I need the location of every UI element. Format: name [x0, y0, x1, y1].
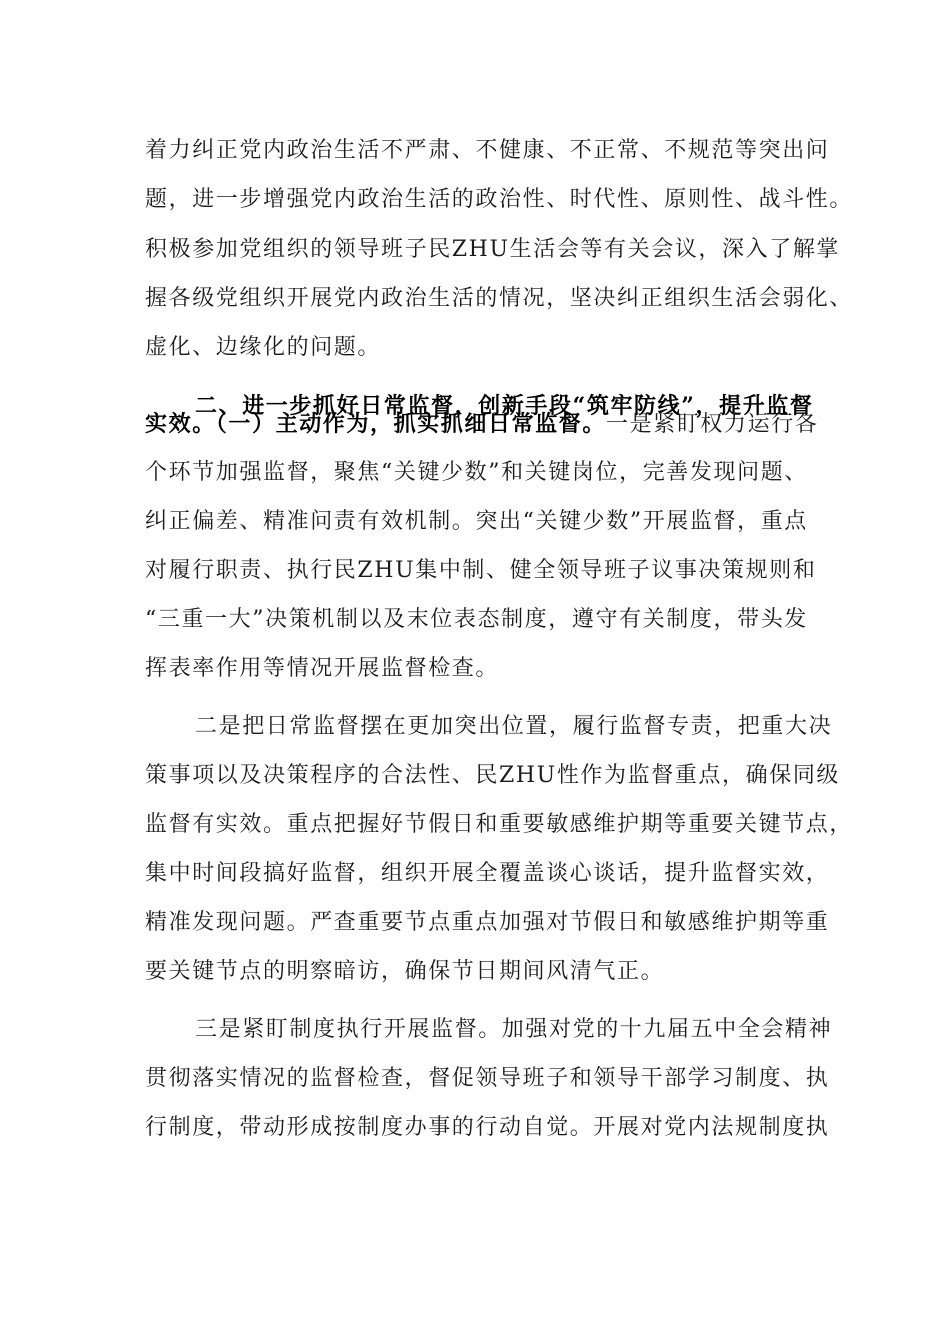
- text-segment: 行制度，带动形成按制度办事的行动自觉。开展对党内法规制度执: [145, 1115, 830, 1140]
- text-segment: 二是把日常监督摆在更加突出位置，履行监督专责，把重大决: [195, 714, 833, 739]
- text-line: [145, 1064, 829, 1094]
- text-line: [145, 458, 808, 488]
- text-segment: 策事项以及决策程序的合法性、民ZHU性作为监督重点，确保同级: [145, 763, 841, 788]
- text-segment: 三是紧盯制度执行开展监督。加强对党的十九届五中全会精神: [195, 1017, 833, 1042]
- text-line: [145, 908, 829, 938]
- text-segment: 着力纠正党内政治生活不严肃、不健康、不正常、不规范等突出问: [145, 138, 830, 163]
- text-line: [145, 810, 853, 840]
- text-line: [145, 136, 829, 166]
- text-line: [145, 761, 840, 791]
- text-segment: 握各级党组织开展党内政治生活的情况，坚决纠正组织生活会弱化、: [145, 286, 854, 311]
- subsection-heading: 实效。（一）主动作为，抓实抓细日常监督。: [145, 411, 607, 437]
- text-line: [195, 1015, 832, 1045]
- text-segment: 纠正偏差、精准问责有效机制。突出“关键少数”开展监督，重点: [145, 509, 808, 534]
- text-line: [145, 284, 853, 314]
- text-segment: “三重一大”决策机制以及末位表态制度，遵守有关制度，带头发: [145, 607, 808, 632]
- text-segment: 题，进一步增强党内政治生活的政治性、时代性、原则性、战斗性。: [145, 187, 854, 212]
- text-line: [145, 957, 664, 987]
- section-heading: 二、进一步抓好日常监督，创新手段“筑牢防线”，提升监督: [195, 393, 814, 419]
- text-segment: 精准发现问题。严查重要节点重点加强对节假日和敏感维护期等重: [145, 910, 830, 935]
- text-segment: 一是紧盯权力运行各: [606, 412, 819, 437]
- text-line: [195, 712, 832, 742]
- text-segment: 监督有实效。重点把握好节假日和重要敏感维护期等重要关键节点，: [145, 812, 854, 837]
- text-line: [145, 859, 829, 889]
- text-segment: 对履行职责、执行民ZHU集中制、健全领导班子议事决策规则和: [145, 558, 817, 583]
- text-line: [145, 409, 818, 439]
- text-segment: 积极参加党组织的领导班子民ZHU生活会等有关会议，深入了解掌: [145, 237, 841, 262]
- text-segment: 挥表率作用等情况开展监督检查。: [145, 656, 500, 681]
- text-line: [145, 235, 840, 265]
- text-segment: 个环节加强监督，聚焦“关键少数”和关键岗位，完善发现问题、: [145, 460, 808, 485]
- text-line: [145, 654, 499, 684]
- text-line: [145, 185, 853, 215]
- text-segment: 集中时间段搞好监督，组织开展全覆盖谈心谈话，提升监督实效，: [145, 861, 830, 886]
- text-segment: 虚化、边缘化的问题。: [145, 335, 382, 360]
- text-segment: 贯彻落实情况的监督检查，督促领导班子和领导干部学习制度、执: [145, 1066, 830, 1091]
- text-line: [145, 333, 381, 363]
- text-segment: 要关键节点的明察暗访，确保节日期间风清气正。: [145, 959, 665, 984]
- text-line: [145, 605, 808, 635]
- text-line: [145, 1113, 829, 1143]
- text-line: [145, 507, 808, 537]
- text-line: [145, 556, 816, 586]
